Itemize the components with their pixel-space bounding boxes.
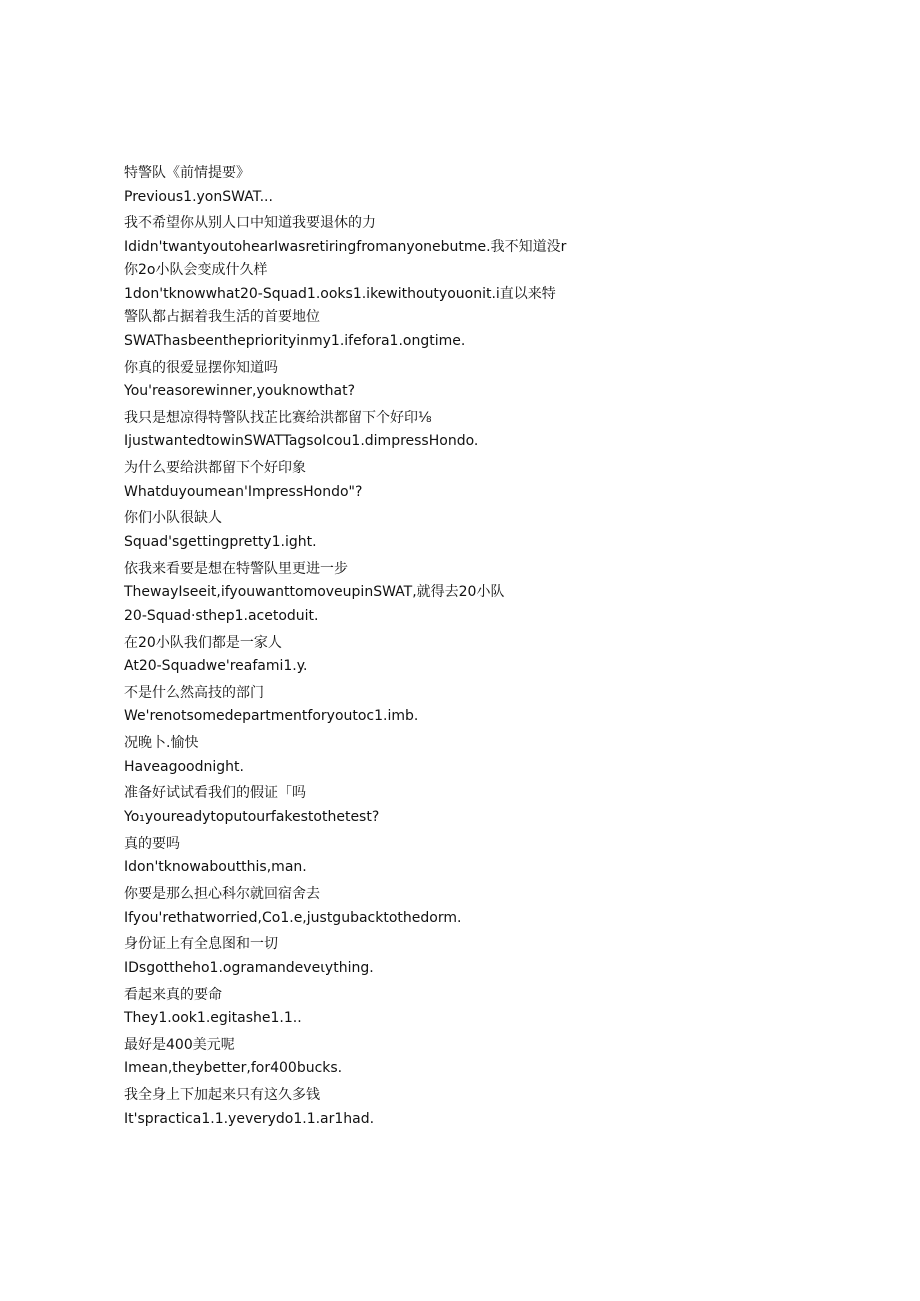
text-line: 在20小队我们都是一家人 [124, 634, 282, 651]
text-line: 真的要吗 [124, 835, 180, 852]
text-line: SWAThasbeenthepriorityinmy1.ifefora1.ongtime. [124, 332, 466, 349]
text-line: 你们小队很缺人 [124, 510, 222, 527]
text-line: 你真的很爱显摆你知道吗 [124, 359, 278, 376]
text-line: IjustwantedtowinSWATTagsoIcou1.dimpressHondo. [124, 433, 479, 450]
text-line: Ifyou'rethatworried,Co1.e,justgubacktothedorm. [124, 909, 462, 926]
subtitle-text-block [124, 162, 884, 1131]
text-line: 警队都占据着我生活的首要地位 [124, 309, 320, 326]
text-line: 身份证上有全息图和一切 [124, 936, 278, 953]
text-line: 准备好试试看我们的假证「吗 [124, 785, 306, 802]
text-line: ThewayIseeit,ifyouwanttomoveupinSWAT,就得去20小队 [124, 584, 505, 601]
text-line: 我只是想凉得特警队找芷比赛给洪都留下个好印⅛ [124, 409, 432, 426]
text-line: It'spractica1.1.yeverydo1.1.ar1had. [124, 1110, 375, 1127]
text-line: Haveagoodnight. [124, 758, 244, 775]
text-line: 特警队《前情提要》 [124, 165, 250, 181]
text-line: 我全身上下加起来只有这久多钱 [124, 1087, 320, 1104]
text-line: Whatduyoumean'ImpressHondo"? [124, 483, 363, 500]
text-line: Previous1.yonSWAT... [124, 188, 273, 205]
text-line: Yo₁youreadytoputourfakestothetest? [124, 808, 380, 825]
text-line: At20-Squadwe'reafami1.y. [124, 658, 308, 675]
text-line: Imean,theybetter,for400bucks. [124, 1060, 343, 1077]
text-line: 看起来真的要命 [124, 986, 222, 1003]
text-line: Idon'tknowaboutthis,man. [124, 859, 307, 876]
text-line: 为什么要给洪都留下个好印象 [124, 460, 306, 477]
text-line: 依我来看要是想在特警队里更进一步 [124, 560, 348, 577]
text-line: 20-Squad·sthep1.acetoduit. [124, 607, 319, 624]
text-line: 你2o小队会变成什久样 [124, 262, 268, 279]
text-line: 况晚卜.愉快 [124, 735, 199, 752]
text-line: 我不希望你从别人口中知道我要退休的力 [124, 215, 376, 232]
text-line: 最好是400美元呢 [124, 1036, 235, 1053]
text-line: 不是什么然高技的部门 [124, 684, 264, 701]
text-line: You'reasorewinner,youknowthat? [124, 383, 356, 400]
text-line: We'renotsomedepartmentforyoutoc1.imb. [124, 708, 419, 725]
text-line: Ididn'twantyoutohearIwasretiringfromanyonebutme.我不知道没r [124, 238, 567, 255]
text-line: Squad'sgettingpretty1.ight. [124, 533, 317, 550]
text-line: They1.ook1.egitashe1.1.. [124, 1010, 302, 1027]
text-line: 你要是那么担心科尔就回宿舍去 [124, 886, 320, 903]
text-line: 1don'tknowwhat20-Squad1.ooks1.ikewithoutyouonit.i直以来特 [124, 285, 556, 302]
text-line: IDsgottheho1.ogramandeveιything. [124, 959, 374, 976]
